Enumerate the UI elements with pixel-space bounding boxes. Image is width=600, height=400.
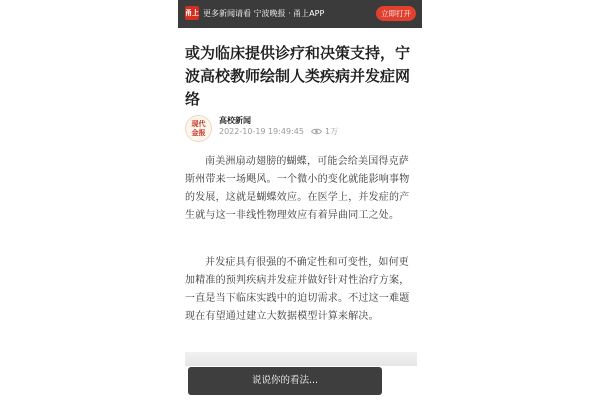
avatar-text-line1: 现代 <box>191 120 206 128</box>
eye-icon <box>311 128 322 135</box>
app-banner-text: 更多新闻请看 宁波晚报 · 甬上APP <box>203 9 325 18</box>
author-name[interactable]: 高校新闻 <box>219 116 251 125</box>
author-avatar[interactable] <box>185 115 212 142</box>
comment-input-button[interactable]: 说说你的看法... <box>188 367 382 395</box>
app-logo-icon: 甬上 <box>185 6 199 20</box>
article-image <box>185 352 417 366</box>
publish-time: 2022-10-19 19:49:45 <box>219 127 304 136</box>
app-banner[interactable] <box>178 0 422 28</box>
article-paragraph: 并发症具有很强的不确定性和可变性，如何更加精准的预判疾病并发症并做好针对性治疗方案，一直是当下临床实践中的迫切需求。不过这一难题现在有望通过建立大数据模型计算来解决。 <box>185 257 410 322</box>
view-count: 1万 <box>325 127 339 136</box>
avatar-text-line2: 金报 <box>191 129 206 137</box>
article-title: 或为临床提供诊疗和决策支持，宁波高校教师绘制人类疾病并发症网络 <box>185 44 411 108</box>
open-app-button[interactable]: 立即打开 <box>376 6 416 21</box>
article-paragraph: 南美洲扇动翅膀的蝴蝶，可能会给美国得克萨斯州带来一场飓风。一个微小的变化就能影响事物的发展，这就是蝴蝶效应。在医学上，并发症的产生就与这一非线性物理效应有着异曲同工之处。 <box>185 156 410 221</box>
